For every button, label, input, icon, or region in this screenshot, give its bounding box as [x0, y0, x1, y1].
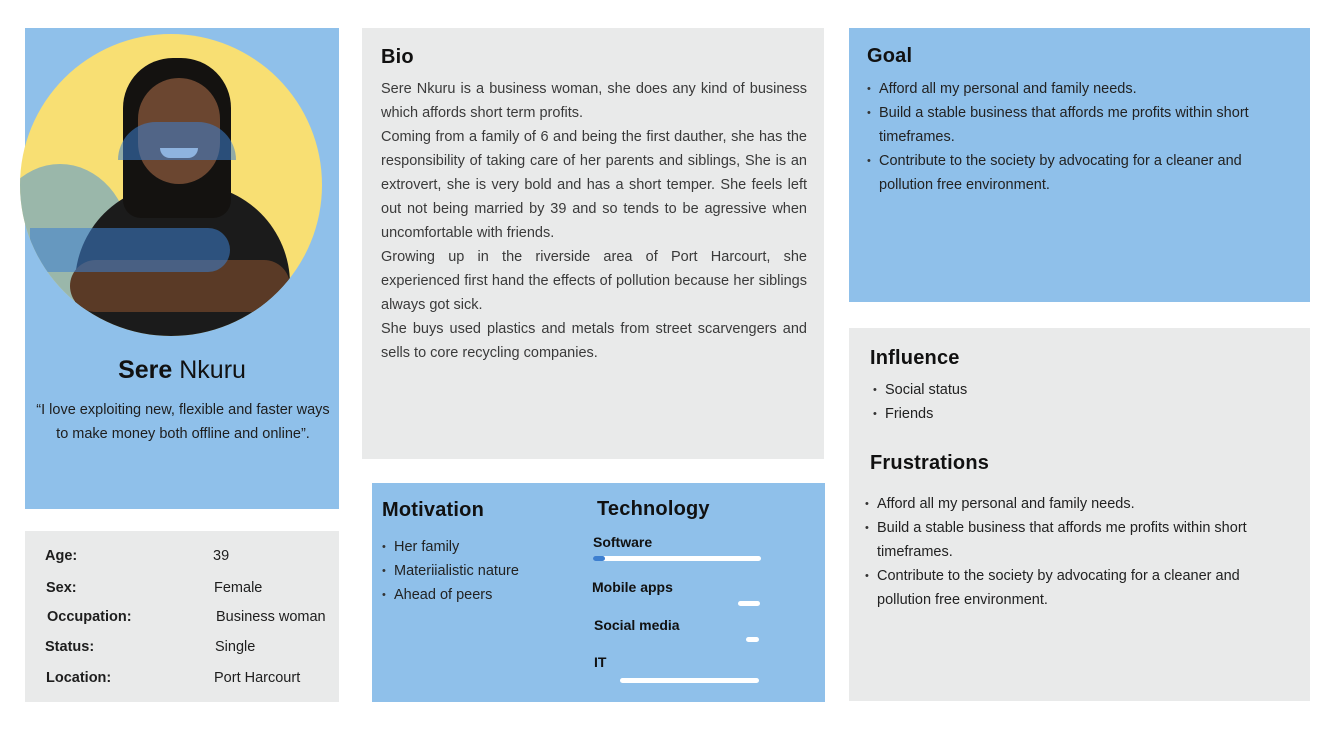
skill-bar [593, 556, 761, 561]
goal-item: • Contribute to the society by advocating for a cleaner and pollution free environment. [867, 149, 1297, 197]
skill-bar [620, 678, 759, 683]
skill-label: Mobile apps [592, 579, 673, 595]
bio-card [362, 28, 824, 459]
bio-paragraph: Sere Nkuru is a business woman, she does any kind of business which affords short term profits. [381, 81, 807, 121]
influence-title: Influence [870, 347, 960, 369]
goal-item: • Afford all my personal and family needs. [867, 77, 1297, 101]
bio-paragraph: Coming from a family of 6 and being the first dauther, she has the responsibility of taking care of her parents and siblings, She is an extrovert, she is very bold and has a short temper. She feels left out not being married by 39 and so tends to be agressive when uncomfortable with friends. [381, 129, 807, 241]
detail-value: Business woman [216, 609, 326, 625]
persona-quote: “I love exploiting new, flexible and faster ways to make money both offline and online”. [36, 402, 330, 442]
decor-band-top [118, 122, 236, 160]
first-name: Sere [118, 356, 173, 384]
goal-list [867, 77, 1297, 197]
motivation-title: Motivation [382, 499, 484, 521]
frustrations-title: Frustrations [870, 452, 990, 474]
frustration-item: • Build a stable business that affords me profits within short timeframes. [865, 516, 1295, 564]
detail-value: Port Harcourt [214, 670, 301, 686]
detail-label: Status: [45, 639, 95, 655]
detail-value: Single [215, 639, 256, 655]
skill-it [593, 654, 763, 670]
detail-label: Age: [45, 548, 78, 564]
skill-software [593, 534, 763, 550]
detail-label: Occupation: [47, 609, 132, 625]
skill-bar-fill [593, 556, 605, 561]
bio-paragraph: She buys used plastics and metals from street scarvengers and sells to core recycling companies. [381, 321, 807, 361]
motivation-item: • Her family [382, 535, 519, 559]
frustration-item: • Afford all my personal and family needs. [865, 492, 1295, 516]
skill-mobile-apps [593, 579, 763, 595]
motivation-technology-card [372, 483, 825, 702]
details-card [25, 531, 339, 702]
profile-photo [20, 34, 322, 336]
detail-value: 39 [213, 548, 230, 564]
bio-title: Bio [381, 46, 414, 68]
bio-paragraph: Growing up in the riverside area of Port Harcourt, she experienced first hand the effects of pollution because her siblings always got sick. [381, 249, 807, 313]
skill-label: Social media [594, 617, 680, 633]
persona-name [25, 356, 339, 385]
skill-label: IT [594, 654, 607, 670]
skill-label: Software [593, 534, 653, 550]
goal-item: • Build a stable business that affords me profits within short timeframes. [867, 101, 1297, 149]
decor-band-middle [30, 228, 230, 272]
last-name: Nkuru [179, 356, 246, 384]
motivation-item: • Ahead of peers [382, 583, 519, 607]
influence-item: • Social status [873, 378, 967, 402]
influence-item: • Friends [873, 402, 967, 426]
detail-label: Sex: [46, 580, 77, 596]
goal-title: Goal [867, 45, 913, 67]
motivation-item: • Materiialistic nature [382, 559, 519, 583]
skill-bar [746, 637, 759, 642]
skill-bar [738, 601, 760, 606]
frustrations-list [865, 492, 1295, 612]
bio-text [381, 77, 807, 365]
motivation-list [382, 535, 519, 607]
frustration-item: • Contribute to the society by advocating for a cleaner and pollution free environment. [865, 564, 1295, 612]
detail-value: Female [214, 580, 263, 596]
goal-card [849, 28, 1310, 302]
influence-list [873, 378, 967, 426]
detail-label: Location: [46, 670, 112, 686]
technology-title: Technology [597, 498, 710, 520]
profile-card [25, 28, 339, 509]
influence-frustrations-card [849, 328, 1310, 701]
skill-social-media [593, 617, 763, 633]
